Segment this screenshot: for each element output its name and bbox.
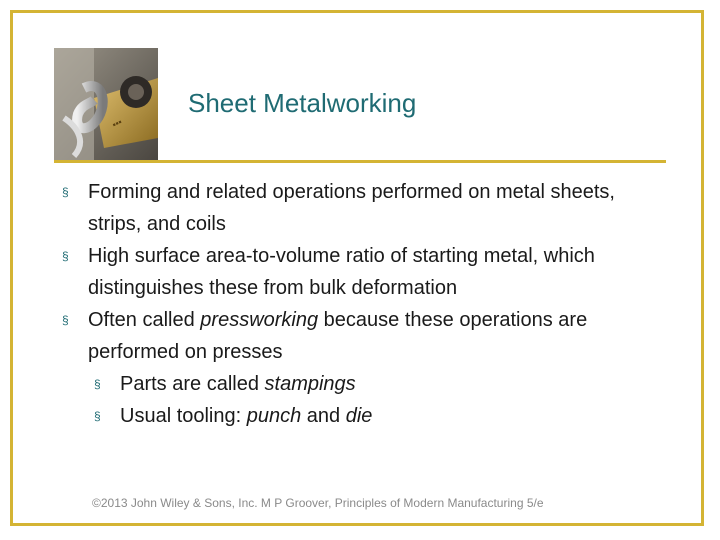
sub-bullet-item (94, 400, 672, 432)
bullet-text-part: Usual tooling: (120, 405, 247, 427)
bullet-item (62, 176, 672, 240)
copyright-footer: ©2013 John Wiley & Sons, Inc. M P Groover, Principles of Modern Manufacturing 5/e (92, 496, 544, 510)
bullet-marker-icon: § (62, 313, 69, 327)
bullet-text: High surface area‑to‑volume ratio of starting metal, which distinguishes these from bulk deformation (88, 245, 595, 299)
bullet-emphasis: pressworking (200, 309, 319, 331)
bullet-item (62, 240, 672, 304)
bullet-text (88, 304, 672, 368)
title-underline-rule (54, 160, 666, 163)
bullet-text: Forming and related operations performed on metal sheets, strips, and coils (88, 181, 615, 235)
bullet-text (120, 368, 672, 400)
bullet-text-part: because these operations are performed on presses (88, 309, 588, 363)
bullet-text-part: and (301, 405, 346, 427)
bullet-text-part: Often called (88, 309, 201, 331)
bullet-marker-icon: § (94, 409, 101, 423)
bullet-marker-icon: § (94, 377, 101, 391)
svg-text:▪▪▪: ▪▪▪ (110, 116, 124, 130)
sub-bullet-item (94, 368, 672, 400)
slide-title: Sheet Metalworking (188, 88, 417, 118)
bullet-marker-icon: § (62, 185, 69, 199)
sheet-metal-tooling-photo (54, 48, 158, 160)
bullet-item (62, 304, 672, 368)
bullet-emphasis: die (345, 405, 373, 427)
tooling-photo-graphic (54, 48, 158, 160)
bullet-list (62, 176, 672, 432)
bullet-text (120, 400, 672, 432)
bullet-emphasis: stampings (264, 373, 356, 395)
bullet-emphasis: punch (246, 405, 302, 427)
bullet-text-part: Parts are called (120, 373, 265, 395)
bullet-marker-icon: § (62, 249, 69, 263)
